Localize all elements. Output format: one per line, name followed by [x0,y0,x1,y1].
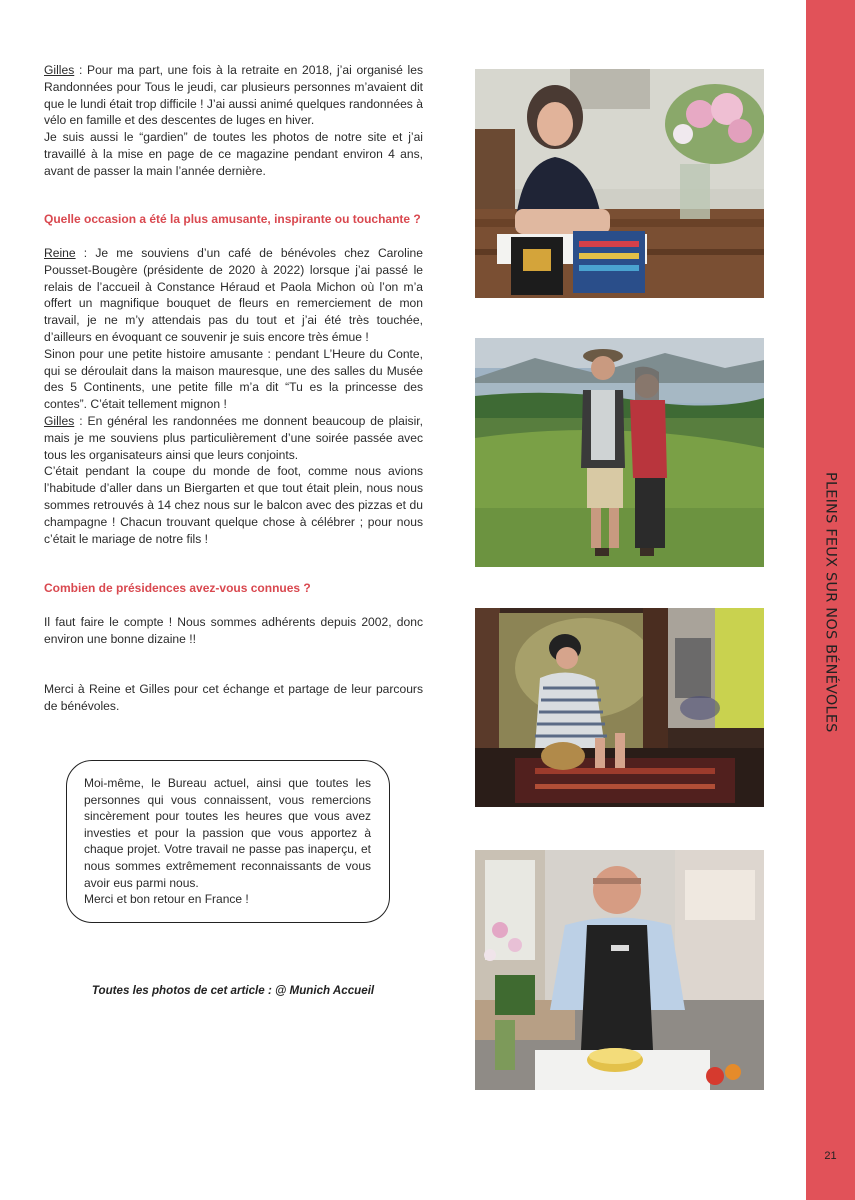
paragraph-presidences: Il faut faire le compte ! Nous sommes adhérents depuis 2002, donc environ une bonne dizaine !! [44,615,423,646]
speaker-name: Gilles [44,413,75,428]
photo-couple-mountains [475,338,764,567]
paragraph-biergarten: C’était pendant la coupe du monde de foot, comme nous avions l’habitude d’aller dans un Biergarten et que tout était plein, nous nous sommes retrouvés à 14 chez nous sur le balcon avec des pizzas et du champagne ! Chacun trouvant quelque chose à célébrer ; pour nous c’était le mariage de notre fils ! [44,464,423,546]
paragraph-merci: Merci à Reine et Gilles pour cet échange et partage de leur parcours de bénévoles. [44,682,423,713]
paragraph-reine: Reine : Je me souviens d’un café de bénévoles chez Caroline Pousset-Bougère (présidente de 2020 à 2022) lorsque j’ai passé le relais de l’accueil à Constance Héraud et Paola Michon où l’on m’a offert un magnifique bouquet de fleurs en remerciement de mon travail, je ne m’y attendais pas du tout et j’ai été très touchée, d’ailleurs en évoquant ce souvenir je suis encore très émue ! [44,246,423,344]
page-number: 21 [824,1150,837,1162]
section-title: PLEINS FEUX SUR NOS BÉNÉVOLES [822,471,839,733]
article-block-4 [44,681,423,715]
speaker-name: Reine [44,246,76,260]
photo-reine-books [475,69,764,298]
paragraph-photos: Je suis aussi le “gardien” de toutes les photos de notre site et j’ai travaillé à la mise en page de ce magazine pendant environ 4 ans, avant de passer la main l’année dernière. [44,130,423,178]
thank-you-closing: Merci et bon retour en France ! [84,892,249,907]
speaker-name: Gilles [44,63,75,77]
paragraph-gilles-1: Gilles : Pour ma part, une fois à la retraite en 2018, j’ai organisé les Randonnées pour Tous le jeudi, car plusieurs personnes m’avaient dit que le lundi était trop difficile ! J’ai aussi animé quelques randonnées à vélo en famille et des descentes de luges en hiver. [44,63,423,128]
article-block-2 [44,245,423,547]
question-1: Quelle occasion a été la plus amusante, inspirante ou touchante ? [44,212,421,226]
paragraph-conte: Sinon pour une petite histoire amusante : pendant L’Heure du Conte, qui se déroulait dans la maison mauresque, une des salles du Musée des 5 Continents, une petite fille m’a dit “Tu es la princesse des contes”. C’était tellement mignon ! [44,346,423,412]
paragraph-gilles-2: Gilles : En général les randonnées me donnent beaucoup de plaisir, mais je me souviens plus particulièrement d’une soirée passée avec tous les organisateurs ainsi que leurs conjoints. [44,413,423,462]
question-2: Combien de présidences avez-vous connues ? [44,581,311,595]
thank-you-box [66,760,390,923]
photo-credit: Toutes les photos de cet article : @ Munich Accueil [91,984,375,997]
photo-gilles-cooking [475,850,764,1090]
thank-you-text: Moi-même, le Bureau actuel, ainsi que toutes les personnes qui vous connaissent, vous remercions sincèrement pour toutes les heures que vous avez investies et pour la passion que vous apportez à chaque projet. Votre travail ne passe pas inaperçu, et nous sommes extrêmement reconnaissants de vous avoir eus parmi nous. [84,776,371,890]
photo-reine-seated [475,608,764,807]
article-block-3 [44,614,423,648]
article-block-1 [44,62,423,180]
